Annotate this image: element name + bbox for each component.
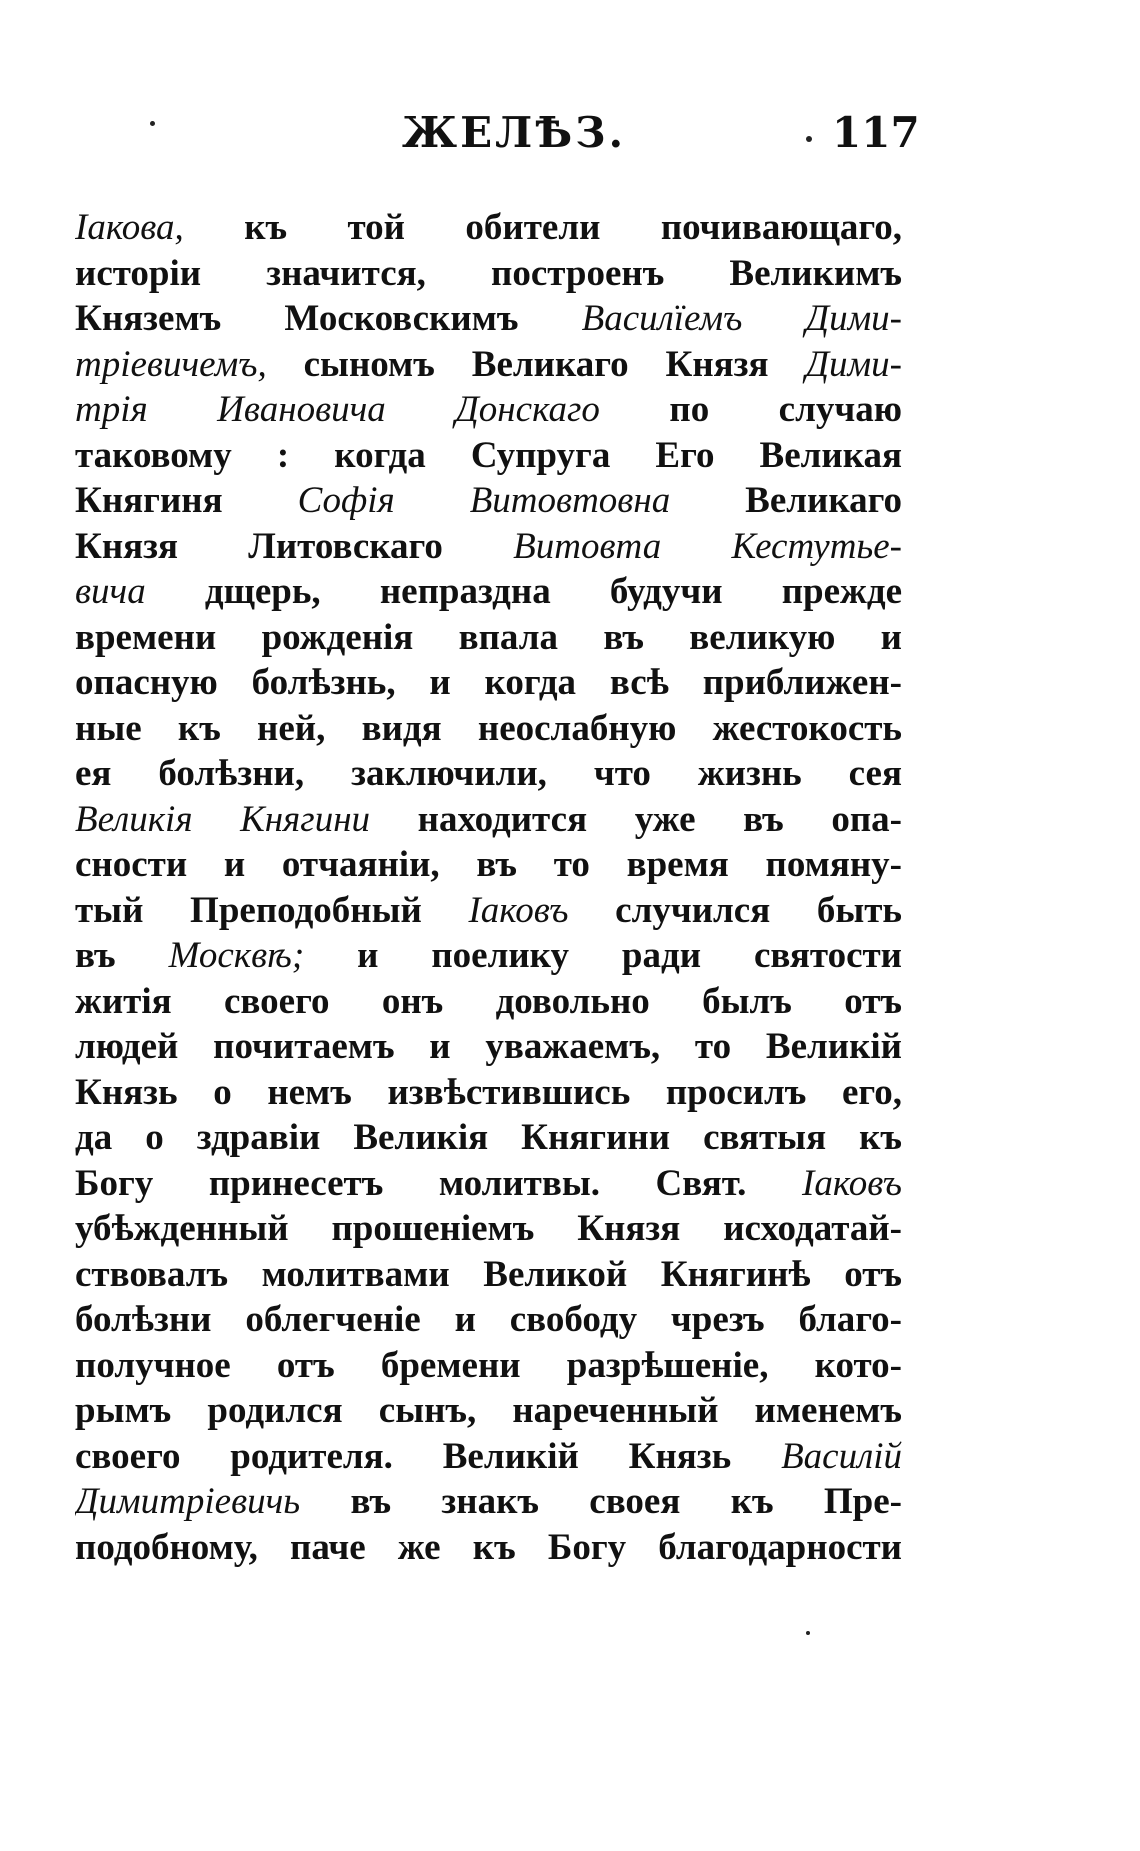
text-span: случился быть: [568, 889, 902, 931]
text-span: болѣзни облегченіе и свободу чрезъ благо-: [75, 1299, 902, 1340]
italic-name-span: трія Ивановича Донскаго: [75, 389, 600, 430]
text-line: [75, 615, 902, 661]
text-line: [75, 342, 902, 388]
italic-name-span: Іакова,: [75, 207, 184, 248]
text-span: дщерь, непраздна будучи прежде: [145, 571, 902, 612]
text-span: получное отъ бремени разрѣшеніе, кото-: [75, 1344, 902, 1386]
text-line: [75, 751, 902, 797]
text-line: [75, 1024, 902, 1070]
text-line: [75, 1161, 902, 1207]
italic-name-span: Василїемъ Дими-: [581, 298, 902, 339]
text-span: людей почитаемъ и уважаемъ, то Великій: [75, 1026, 902, 1067]
text-line: [75, 660, 902, 706]
italic-name-span: Василій: [781, 1435, 902, 1477]
italic-name-span: Дими-: [805, 343, 902, 385]
body-text: [75, 205, 902, 1570]
text-line: [75, 933, 902, 979]
text-line: [75, 1525, 902, 1571]
text-span: исторіи значится, построенъ Великимъ: [75, 252, 902, 294]
text-span: рымъ родился сынъ, нареченный именемъ: [75, 1390, 902, 1431]
text-line: [75, 478, 902, 524]
text-line: [75, 842, 902, 888]
text-span: Князя Литовскаго: [75, 525, 514, 567]
text-span: житія своего онъ довольно былъ отъ: [75, 980, 902, 1022]
text-line: [75, 205, 902, 251]
text-line: [75, 979, 902, 1025]
running-head: ЖЕЛѢЗ.: [402, 108, 627, 157]
text-span: находится уже въ опа-: [370, 798, 902, 840]
text-span: къ той обители почивающаго,: [183, 207, 902, 248]
italic-name-span: Москвѣ;: [168, 935, 305, 976]
text-span: опасную болѣзнь, и когда всѣ приближен-: [75, 662, 902, 703]
print-speck: [806, 1631, 810, 1635]
italic-name-span: Іаковъ: [468, 889, 569, 931]
text-span: въ знакъ своея къ Пре-: [300, 1481, 902, 1522]
italic-name-span: вича: [75, 571, 146, 612]
italic-name-span: Витовта Кестутье-: [513, 525, 902, 567]
text-line: [75, 797, 902, 843]
text-span: и поелику ради святости: [304, 935, 902, 976]
text-span: да о здравіи Великія Княгини святыя къ: [75, 1117, 902, 1158]
text-span: подобному, паче же къ Богу благодарности: [75, 1526, 902, 1568]
text-line: [75, 1206, 902, 1252]
text-line: [75, 1479, 902, 1525]
text-line: [75, 1434, 902, 1480]
text-line: [75, 888, 902, 934]
text-line: [75, 387, 902, 433]
text-line: [75, 569, 902, 615]
text-line: [75, 706, 902, 752]
text-span: сности и отчаяніи, въ то время помяну-: [75, 844, 902, 885]
text-line: [75, 1070, 902, 1116]
text-span: Княземъ Московскимъ: [75, 298, 582, 339]
text-line: [75, 524, 902, 570]
text-line: [75, 1297, 902, 1343]
text-span: сыномъ Великаго Князя: [266, 343, 806, 385]
text-line: [75, 1343, 902, 1389]
text-span: Богу принесетъ молитвы. Свят.: [75, 1162, 802, 1204]
text-line: [75, 433, 902, 479]
text-span: Князь о немъ извѣстившись просилъ его,: [75, 1071, 902, 1113]
italic-name-span: тріевичемъ,: [75, 343, 267, 385]
text-line: [75, 296, 902, 342]
text-span: тый Преподобный: [75, 889, 469, 931]
page-number: 117: [832, 108, 920, 157]
italic-name-span: Софія Витовтовна: [297, 480, 671, 521]
text-span: времени рожденія впала въ великую и: [75, 616, 902, 658]
text-line: [75, 1115, 902, 1161]
print-speck: [150, 121, 155, 126]
text-span: ея болѣзни, заключили, что жизнь сея: [75, 753, 902, 794]
italic-name-span: Іаковъ: [802, 1162, 902, 1204]
italic-name-span: Великія Княгини: [75, 798, 371, 840]
text-span: ные къ ней, видя неослабную жестокость: [75, 707, 902, 749]
text-span: по случаю: [599, 389, 902, 430]
text-span: своего родителя. Великій Князь: [75, 1435, 782, 1477]
text-span: ствовалъ молитвами Великой Княгинѣ отъ: [75, 1253, 902, 1295]
text-span: Великаго: [670, 480, 902, 521]
text-span: въ: [75, 935, 169, 976]
italic-name-span: Димитріевичь: [75, 1481, 301, 1522]
print-speck: [806, 136, 812, 142]
text-line: [75, 1388, 902, 1434]
text-span: убѣжденный прошеніемъ Князя исходатай-: [75, 1208, 902, 1249]
text-span: таковому : когда Супруга Его Великая: [75, 434, 902, 476]
text-span: Княгиня: [75, 480, 298, 521]
text-line: [75, 251, 902, 297]
text-line: [75, 1252, 902, 1298]
